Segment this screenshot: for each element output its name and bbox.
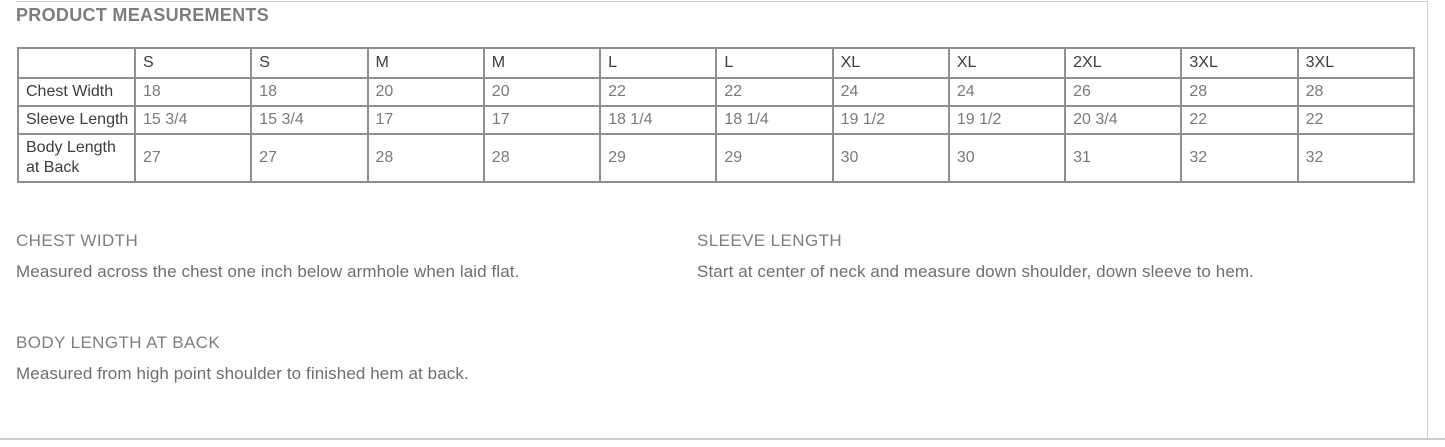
size-header-cell: 2XL — [1065, 48, 1181, 78]
value-cell: 18 1/4 — [600, 106, 716, 134]
section-heading: CHEST WIDTH — [16, 231, 139, 250]
value-cell: 19 1/2 — [949, 106, 1065, 134]
bottom-panel-border — [0, 438, 1445, 440]
table-row — [18, 134, 1414, 182]
section-description: Measured from high point shoulder to finished hem at back. — [16, 364, 469, 383]
size-header-cell: S — [135, 48, 251, 78]
size-header-cell: M — [484, 48, 600, 78]
value-cell: 28 — [368, 134, 484, 182]
size-header-row — [18, 48, 1414, 78]
section-sleeve-length — [697, 231, 1397, 282]
value-cell: 28 — [1181, 78, 1297, 106]
section-heading: BODY LENGTH AT BACK — [16, 333, 221, 352]
size-header-cell: L — [600, 48, 716, 78]
section-chest-width — [16, 231, 676, 282]
value-cell: 27 — [135, 134, 251, 182]
value-cell: 29 — [716, 134, 832, 182]
value-cell: 15 3/4 — [251, 106, 367, 134]
section-heading: SLEEVE LENGTH — [697, 231, 843, 250]
size-header-cell: L — [716, 48, 832, 78]
value-cell: 22 — [716, 78, 832, 106]
page-title: PRODUCT MEASUREMENTS — [16, 5, 270, 25]
value-cell: 28 — [484, 134, 600, 182]
size-header-cell: 3XL — [1298, 48, 1414, 78]
value-cell: 20 — [368, 78, 484, 106]
section-description: Start at center of neck and measure down shoulder, down sleeve to hem. — [697, 262, 1254, 281]
value-cell: 20 — [484, 78, 600, 106]
row-label-cell: Sleeve Length — [18, 106, 135, 134]
value-cell: 22 — [1298, 106, 1414, 134]
value-cell: 18 — [135, 78, 251, 106]
section-body-length-at-back — [16, 333, 676, 384]
value-cell: 20 3/4 — [1065, 106, 1181, 134]
row-label-cell: Body Length at Back — [18, 134, 135, 182]
value-cell: 18 — [251, 78, 367, 106]
measurements-table — [17, 47, 1415, 183]
value-cell: 24 — [833, 78, 949, 106]
size-header-cell: XL — [833, 48, 949, 78]
value-cell: 22 — [1181, 106, 1297, 134]
value-cell: 18 1/4 — [716, 106, 832, 134]
value-cell: 22 — [600, 78, 716, 106]
value-cell: 31 — [1065, 134, 1181, 182]
measurements-table-body — [18, 78, 1414, 182]
size-header-cell: M — [368, 48, 484, 78]
value-cell: 24 — [949, 78, 1065, 106]
value-cell: 26 — [1065, 78, 1181, 106]
size-header-cell: 3XL — [1181, 48, 1297, 78]
value-cell: 17 — [484, 106, 600, 134]
value-cell: 30 — [833, 134, 949, 182]
value-cell: 30 — [949, 134, 1065, 182]
value-cell: 28 — [1298, 78, 1414, 106]
size-header-cell: XL — [949, 48, 1065, 78]
section-description: Measured across the chest one inch below armhole when laid flat. — [16, 262, 520, 281]
row-label-cell: Chest Width — [18, 78, 135, 106]
corner-cell — [18, 48, 135, 78]
table-row — [18, 78, 1414, 106]
value-cell: 32 — [1181, 134, 1297, 182]
value-cell: 15 3/4 — [135, 106, 251, 134]
value-cell: 29 — [600, 134, 716, 182]
size-header-cell: S — [251, 48, 367, 78]
value-cell: 32 — [1298, 134, 1414, 182]
top-divider-line — [16, 1, 1427, 2]
right-panel-border — [1427, 1, 1428, 439]
value-cell: 27 — [251, 134, 367, 182]
table-row — [18, 106, 1414, 134]
value-cell: 17 — [368, 106, 484, 134]
value-cell: 19 1/2 — [833, 106, 949, 134]
